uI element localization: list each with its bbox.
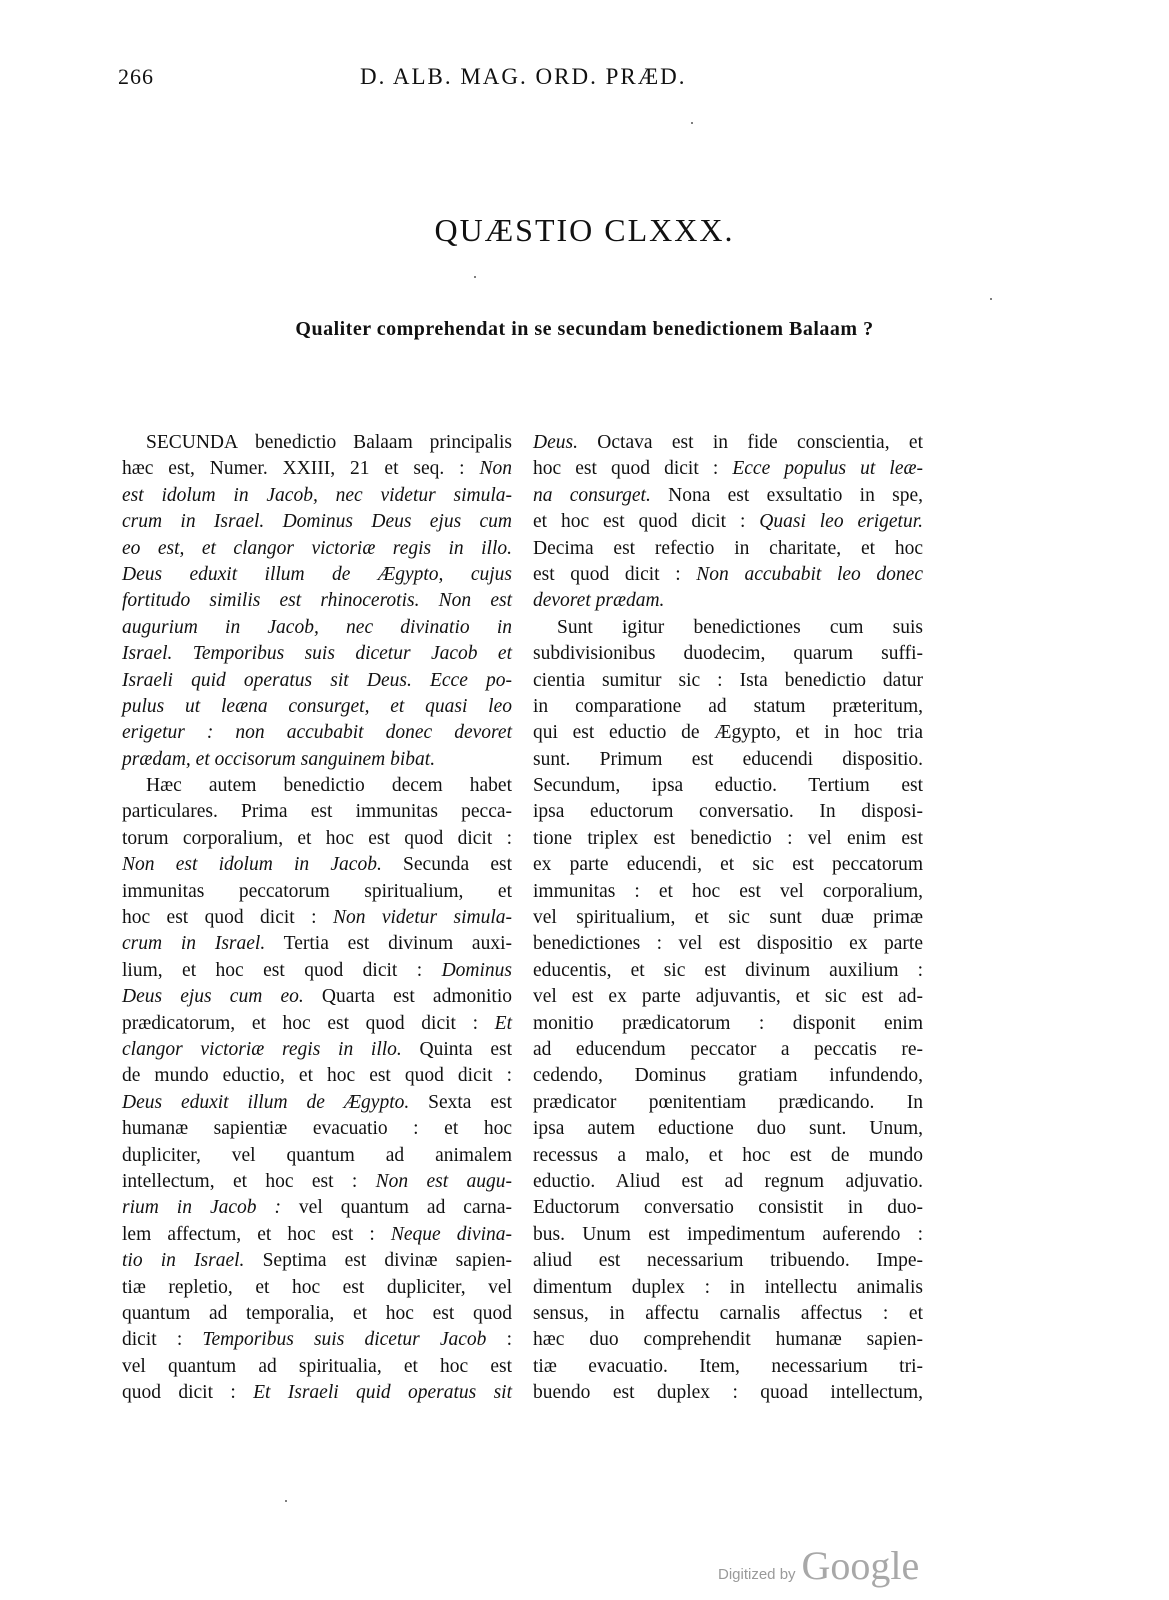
- text-segment: sunt. Primum est educendi dispositio.: [533, 748, 923, 770]
- italic-text: Et Israeli quid operatus sit: [253, 1382, 512, 1404]
- italic-text: Quasi leo erigetur.: [759, 511, 923, 533]
- text-line: [122, 641, 512, 667]
- text-line: [122, 1248, 512, 1274]
- italic-text: clangor victoriæ regis in illo.: [122, 1038, 402, 1060]
- text-line: [122, 668, 512, 694]
- scan-speck: [990, 298, 992, 300]
- text-line: [122, 509, 512, 535]
- text-segment: vel est ex parte adjuvantis, et sic est ad-: [533, 986, 923, 1008]
- text-line: [122, 1327, 512, 1353]
- italic-text: Deus eduxit illum de Ægypto.: [122, 1091, 410, 1113]
- text-line: [122, 1090, 512, 1116]
- text-segment: aliud est necessarium tribuendo. Impe-: [533, 1250, 923, 1272]
- text-segment: hoc est quod dicit :: [122, 907, 333, 929]
- text-line: [533, 1222, 923, 1248]
- page-number: 266: [118, 64, 154, 89]
- text-segment: buendo est duplex : quoad intellectum,: [533, 1382, 923, 1404]
- text-line: [122, 1037, 512, 1063]
- text-segment: Septima est divinæ sapien-: [244, 1250, 512, 1272]
- text-line: [533, 668, 923, 694]
- text-line: [533, 1011, 923, 1037]
- text-line: [533, 879, 923, 905]
- text-segment: torum corporalium, et hoc est quod dicit :: [122, 827, 512, 849]
- text-line: [122, 483, 512, 509]
- text-segment: qui est eductio de Ægypto, et in hoc tria: [533, 722, 923, 744]
- italic-text: Ecce populus ut leæ-: [732, 458, 923, 480]
- text-line: [533, 615, 923, 641]
- text-line: [533, 1116, 923, 1142]
- italic-text: erigetur : non accubabit donec devoret: [122, 722, 512, 744]
- text-line: [533, 430, 923, 456]
- text-segment: hæc duo comprehendit humanæ sapien-: [533, 1329, 923, 1351]
- italic-text: Deus.: [533, 432, 578, 453]
- text-line: [533, 852, 923, 878]
- text-segment: Octava est in fide conscientia, et: [577, 432, 923, 453]
- text-segment: Nona est exsultatio in spe,: [650, 484, 923, 506]
- question-subtitle: Qualiter comprehendat in se secundam benedictionem Balaam ?: [295, 318, 874, 340]
- scan-speck: [691, 122, 693, 124]
- text-segment: immunitas : et hoc est vel corporalium,: [533, 880, 923, 902]
- text-segment: immunitas peccatorum spiritualium, et: [122, 880, 512, 902]
- text-line: [122, 562, 512, 588]
- text-segment: Decima est refectio in charitate, et hoc: [533, 537, 923, 559]
- text-line: [122, 694, 512, 720]
- text-line: [533, 1037, 923, 1063]
- text-segment: Hæc autem benedictio decem habet: [146, 775, 512, 797]
- text-line: [122, 1116, 512, 1142]
- text-segment: Quinta est: [401, 1038, 512, 1060]
- text-segment: prædicatorum, et hoc est quod dicit :: [122, 1012, 495, 1034]
- text-segment: prædicator pœnitentiam prædicando. In: [533, 1091, 923, 1113]
- text-line: [533, 958, 923, 984]
- text-segment: ipsa eductorum conversatio. In disposi-: [533, 801, 923, 823]
- text-segment: Sexta est: [409, 1091, 513, 1113]
- google-logo: Google: [801, 1543, 920, 1588]
- italic-text: Deus ejus cum eo.: [122, 986, 304, 1008]
- italic-text: devoret prædam.: [533, 590, 665, 612]
- text-segment: cedendo, Dominus gratiam infundendo,: [533, 1065, 923, 1087]
- text-line: [533, 588, 923, 614]
- text-segment: tione triplex est benedictio : vel enim est: [533, 827, 923, 849]
- text-line: [122, 430, 512, 456]
- text-segment: bus. Unum est impedimentum auferendo :: [533, 1223, 923, 1245]
- italic-text: pulus ut leæna consurget, et quasi leo: [122, 695, 512, 717]
- text-segment: Secunda est: [381, 854, 512, 876]
- text-segment: est quod dicit :: [533, 563, 697, 585]
- text-line: [533, 1143, 923, 1169]
- text-line: [122, 879, 512, 905]
- italic-text: rium in Jacob :: [122, 1197, 281, 1219]
- text-line: [533, 905, 923, 931]
- scan-speck: [285, 1500, 287, 1502]
- text-segment: ex parte educendi, et sic est peccatorum: [533, 854, 923, 876]
- text-segment: benedictio Balaam principalis: [238, 432, 512, 453]
- text-line: [533, 1090, 923, 1116]
- text-line: [533, 1327, 923, 1353]
- text-segment: tiæ evacuatio. Item, necessarium tri-: [533, 1355, 923, 1377]
- text-line: [122, 1354, 512, 1380]
- text-line: [533, 720, 923, 746]
- italic-text: Non: [479, 458, 512, 480]
- text-segment: vel quantum ad spiritualia, et hoc est: [122, 1355, 512, 1377]
- text-segment: hoc est quod dicit :: [533, 458, 733, 480]
- text-line: [533, 747, 923, 773]
- text-line: [122, 773, 512, 799]
- text-segment: hæc est, Numer. XXIII, 21 et seq. :: [122, 458, 480, 480]
- text-line: [122, 1275, 512, 1301]
- text-segment: monitio prædicatorum : disponit enim: [533, 1012, 923, 1034]
- text-line: [533, 1354, 923, 1380]
- text-segment: ad educendum peccator a peccatis re-: [533, 1038, 923, 1060]
- text-line: [122, 931, 512, 957]
- text-segment: eductio. Aliud est ad regnum adjuvatio.: [533, 1170, 923, 1192]
- text-line: [533, 1248, 923, 1274]
- text-line: [533, 509, 923, 535]
- text-segment: dicit :: [122, 1329, 203, 1351]
- text-line: [533, 1063, 923, 1089]
- text-segment: quod dicit :: [122, 1382, 254, 1404]
- italic-text: prædam, et occisorum sanguinem bibat.: [122, 748, 436, 770]
- text-line: [533, 456, 923, 482]
- text-line: [122, 456, 512, 482]
- right-text-column: [533, 430, 923, 1406]
- italic-text: Non est augu-: [375, 1170, 512, 1192]
- text-segment: SECUNDA: [146, 432, 239, 453]
- italic-text: augurium in Jacob, nec divinatio in: [122, 616, 512, 638]
- text-line: [533, 1301, 923, 1327]
- italic-text: Temporibus suis dicetur Jacob: [202, 1329, 487, 1351]
- italic-text: na consurget.: [533, 484, 651, 506]
- text-segment: humanæ sapientiæ evacuatio : et hoc: [122, 1118, 512, 1140]
- italic-text: Israel. Temporibus suis dicetur Jacob et: [122, 643, 512, 665]
- text-line: [122, 1169, 512, 1195]
- text-line: [122, 615, 512, 641]
- text-segment: tiæ repletio, et hoc est dupliciter, vel: [122, 1276, 512, 1298]
- text-line: [122, 588, 512, 614]
- text-segment: particulares. Prima est immunitas pecca-: [122, 801, 512, 823]
- text-line: [533, 694, 923, 720]
- italic-text: Neque divina-: [390, 1223, 512, 1245]
- text-line: [122, 747, 512, 773]
- digitized-by-google-watermark: [718, 1542, 919, 1589]
- text-line: [533, 799, 923, 825]
- text-line: [533, 483, 923, 509]
- text-segment: ipsa autem eductione duo sunt. Unum,: [533, 1118, 923, 1140]
- text-segment: Secundum, ipsa eductio. Tertium est: [533, 775, 923, 797]
- text-line: [122, 1222, 512, 1248]
- text-segment: lem affectum, et hoc est :: [122, 1223, 391, 1245]
- text-segment: Sunt igitur benedictiones cum suis: [557, 616, 923, 638]
- italic-text: Et: [494, 1012, 512, 1034]
- text-line: [122, 1143, 512, 1169]
- italic-text: eo est, et clangor victoriæ regis in illo.: [122, 537, 512, 559]
- text-line: [533, 562, 923, 588]
- italic-text: crum in Israel. Dominus Deus ejus cum: [122, 511, 512, 533]
- text-segment: sensus, in affectu carnalis affectus : et: [533, 1302, 923, 1324]
- text-line: [533, 536, 923, 562]
- text-segment: recessus a malo, et hoc est de mundo: [533, 1144, 923, 1166]
- text-line: [533, 1169, 923, 1195]
- text-segment: in comparatione ad statum præteritum,: [533, 695, 923, 717]
- text-line: [533, 1380, 923, 1406]
- text-segment: quantum ad temporalia, et hoc est quod: [122, 1302, 512, 1324]
- text-line: [122, 1195, 512, 1221]
- italic-text: Deus eduxit illum de Ægypto, cujus: [122, 563, 512, 585]
- text-line: [533, 984, 923, 1010]
- italic-text: crum in Israel.: [122, 933, 266, 955]
- text-line: [533, 931, 923, 957]
- italic-text: Non videtur simula-: [332, 907, 512, 929]
- text-line: [533, 773, 923, 799]
- text-segment: educentis, et sic est divinum auxilium :: [533, 959, 923, 981]
- question-title: QUÆSTIO CLXXX.: [434, 212, 735, 248]
- text-segment: de mundo eductio, et hoc est quod dicit :: [122, 1065, 512, 1087]
- text-line: [122, 984, 512, 1010]
- text-line: [122, 1380, 512, 1406]
- left-text-column: [122, 430, 512, 1406]
- text-segment: intellectum, et hoc est :: [122, 1170, 376, 1192]
- text-segment: Tertia est divinum auxi-: [265, 933, 512, 955]
- text-line: [122, 852, 512, 878]
- running-head: D. ALB. MAG. ORD. PRÆD.: [360, 64, 687, 89]
- digitized-by-text: Digitized by: [718, 1566, 796, 1583]
- text-line: [533, 1195, 923, 1221]
- text-line: [122, 799, 512, 825]
- text-line: [122, 1301, 512, 1327]
- italic-text: Israeli quid operatus sit Deus. Ecce po-: [122, 669, 512, 691]
- text-segment: subdivisionibus duodecim, quarum suffi-: [533, 643, 923, 665]
- text-segment: vel spiritualium, et sic sunt duæ primæ: [533, 907, 923, 929]
- italic-text: fortitudo similis est rhinocerotis. Non est: [122, 590, 512, 612]
- text-segment: et hoc est quod dicit :: [533, 511, 760, 533]
- text-line: [122, 720, 512, 746]
- text-line: [122, 1063, 512, 1089]
- text-line: [533, 1275, 923, 1301]
- italic-text: tio in Israel.: [122, 1250, 245, 1272]
- italic-text: Non est idolum in Jacob.: [122, 854, 382, 876]
- text-segment: Quarta est admonitio: [303, 986, 512, 1008]
- text-line: [533, 826, 923, 852]
- text-segment: Eductorum conversatio consistit in duo-: [533, 1197, 923, 1219]
- text-segment: vel quantum ad carna-: [280, 1197, 513, 1219]
- scan-speck: [474, 276, 476, 278]
- text-segment: cientia sumitur sic : Ista benedictio datur: [533, 669, 923, 691]
- italic-text: Non accubabit leo donec: [696, 563, 923, 585]
- text-segment: benedictiones : vel est dispositio ex parte: [533, 933, 923, 955]
- text-segment: lium, et hoc est quod dicit :: [122, 959, 442, 981]
- text-line: [122, 1011, 512, 1037]
- text-line: [122, 905, 512, 931]
- text-line: [122, 826, 512, 852]
- text-segment: dupliciter, vel quantum ad animalem: [122, 1144, 512, 1166]
- text-line: [533, 641, 923, 667]
- text-segment: :: [486, 1329, 513, 1351]
- text-line: [122, 958, 512, 984]
- italic-text: est idolum in Jacob, nec videtur simula-: [122, 484, 512, 506]
- text-segment: dimentum duplex : in intellectu animalis: [533, 1276, 923, 1298]
- text-line: [122, 536, 512, 562]
- italic-text: Dominus: [441, 959, 512, 981]
